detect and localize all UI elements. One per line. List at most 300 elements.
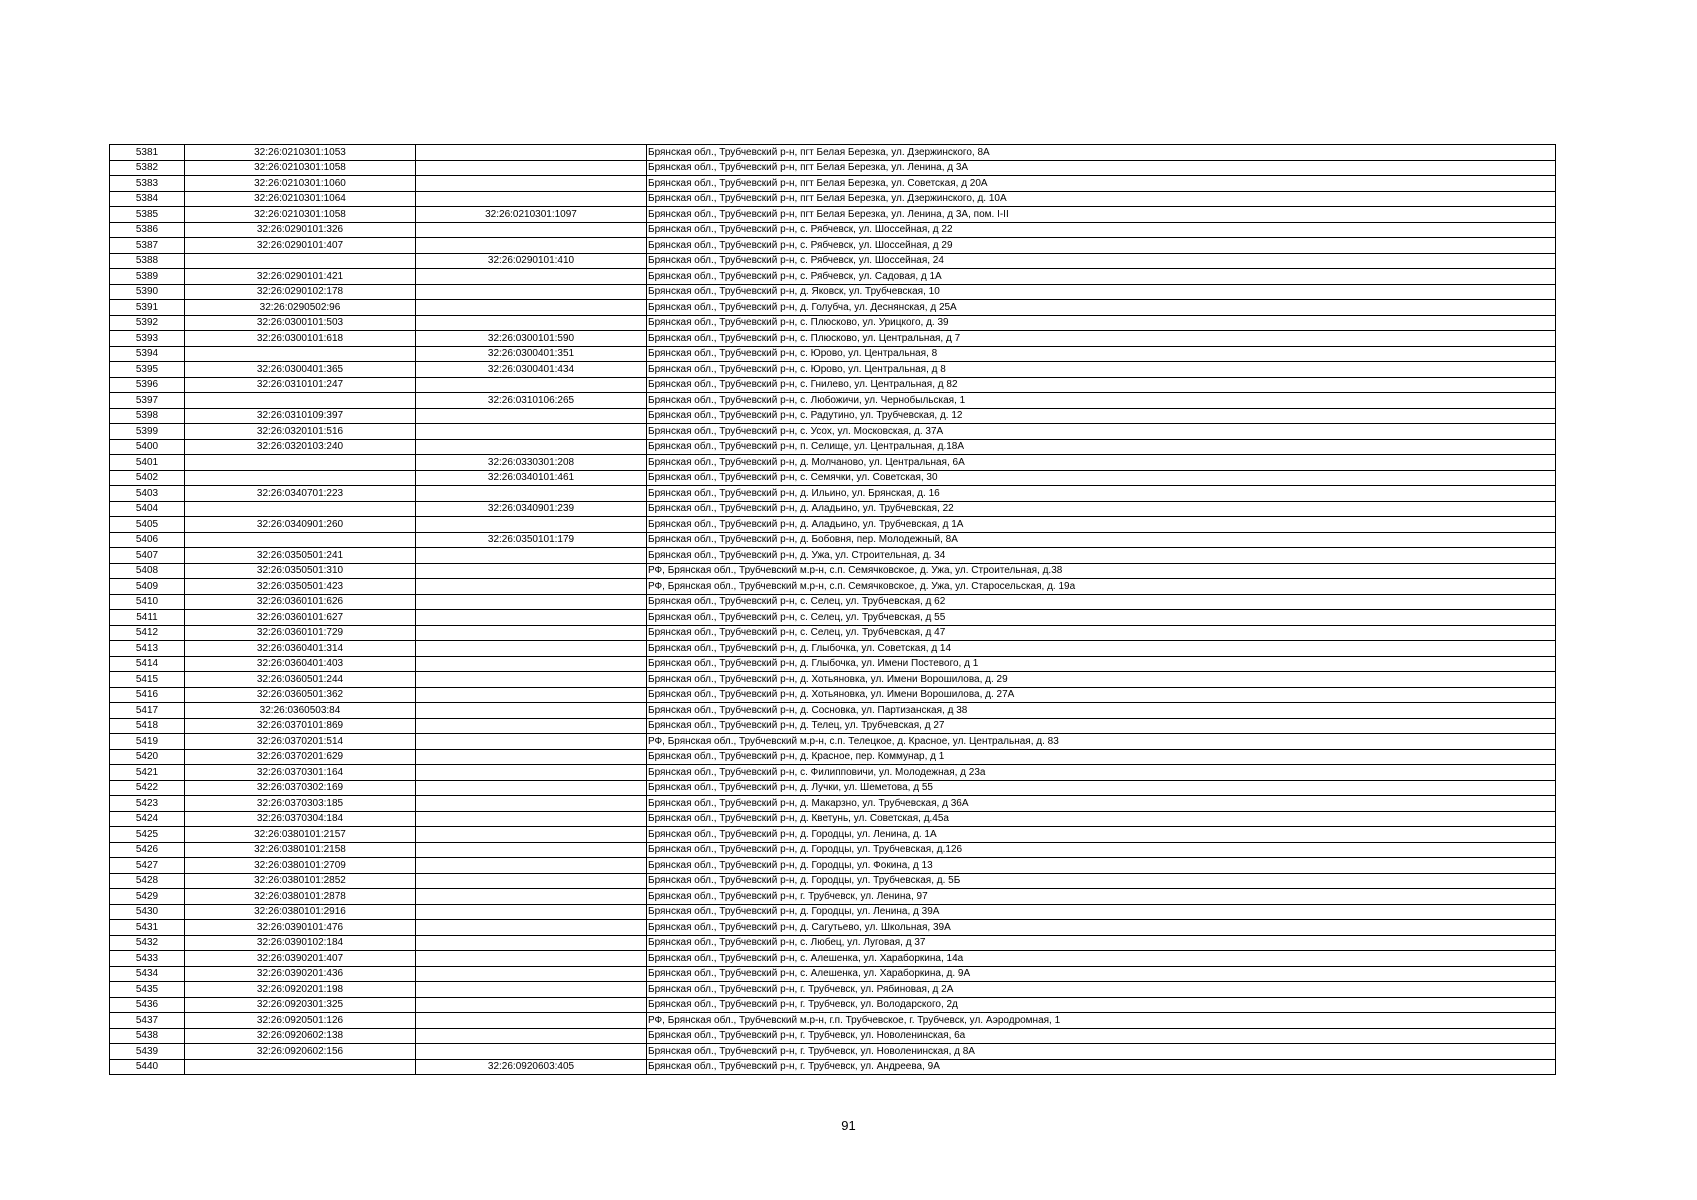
address-cell: Брянская обл., Трубчевский р-н, д. Городцы, ул. Ленина, д 39А: [647, 904, 1556, 920]
cadastral-number-cell: 32:26:0360401:403: [185, 656, 416, 672]
row-number-cell: 5429: [110, 889, 185, 905]
address-cell: Брянская обл., Трубчевский р-н, п. Селище, ул. Центральная, д.18А: [647, 439, 1556, 455]
related-cadastral-number-cell: [416, 873, 647, 889]
table-row: [110, 734, 1556, 750]
row-number-cell: 5384: [110, 191, 185, 207]
table-row: [110, 532, 1556, 548]
table-row: [110, 873, 1556, 889]
related-cadastral-number-cell: 32:26:0920603:405: [416, 1059, 647, 1075]
cadastral-number-cell: [185, 253, 416, 269]
related-cadastral-number-cell: [416, 827, 647, 843]
table-row: [110, 858, 1556, 874]
row-number-cell: 5419: [110, 734, 185, 750]
cadastral-number-cell: 32:26:0920602:156: [185, 1044, 416, 1060]
cadastral-number-cell: 32:26:0350501:310: [185, 563, 416, 579]
address-cell: Брянская обл., Трубчевский р-н, с. Рябчевск, ул. Шоссейная, д 22: [647, 222, 1556, 238]
table-row: [110, 563, 1556, 579]
row-number-cell: 5433: [110, 951, 185, 967]
related-cadastral-number-cell: [416, 718, 647, 734]
table-row: [110, 920, 1556, 936]
table-row: [110, 253, 1556, 269]
cadastral-number-cell: 32:26:0360503:84: [185, 703, 416, 719]
cadastral-number-cell: 32:26:0300401:365: [185, 362, 416, 378]
address-cell: Брянская обл., Трубчевский р-н, пгт Белая Березка, ул. Дзержинского, д. 10А: [647, 191, 1556, 207]
address-cell: Брянская обл., Трубчевский р-н, д. Глыбочка, ул. Имени Постевого, д 1: [647, 656, 1556, 672]
address-cell: Брянская обл., Трубчевский р-н, д. Яковск, ул. Трубчевская, 10: [647, 284, 1556, 300]
address-cell: РФ, Брянская обл., Трубчевский м.р-н, г.п. Трубчевское, г. Трубчевск, ул. Аэродромная, 1: [647, 1013, 1556, 1029]
address-cell: Брянская обл., Трубчевский р-н, с. Гнилево, ул. Центральная, д 82: [647, 377, 1556, 393]
cadastral-number-cell: 32:26:0310101:247: [185, 377, 416, 393]
address-cell: Брянская обл., Трубчевский р-н, с. Юрово, ул. Центральная, 8: [647, 346, 1556, 362]
address-cell: Брянская обл., Трубчевский р-н, с. Филипповичи, ул. Молодежная, д 23а: [647, 765, 1556, 781]
cadastral-number-cell: 32:26:0380101:2158: [185, 842, 416, 858]
cadastral-number-cell: 32:26:0370301:164: [185, 765, 416, 781]
table-row: [110, 1059, 1556, 1075]
row-number-cell: 5428: [110, 873, 185, 889]
related-cadastral-number-cell: [416, 780, 647, 796]
address-cell: Брянская обл., Трубчевский р-н, пгт Белая Березка, ул. Ленина, д 3А: [647, 160, 1556, 176]
cadastral-number-cell: 32:26:0390201:407: [185, 951, 416, 967]
address-cell: Брянская обл., Трубчевский р-н, с. Любожичи, ул. Чернобыльская, 1: [647, 393, 1556, 409]
row-number-cell: 5399: [110, 424, 185, 440]
cadastral-number-cell: [185, 470, 416, 486]
table-row: [110, 703, 1556, 719]
row-number-cell: 5437: [110, 1013, 185, 1029]
cadastral-number-cell: 32:26:0370302:169: [185, 780, 416, 796]
related-cadastral-number-cell: [416, 625, 647, 641]
related-cadastral-number-cell: 32:26:0330301:208: [416, 455, 647, 471]
table-row: [110, 486, 1556, 502]
cadastral-number-cell: 32:26:0320101:516: [185, 424, 416, 440]
row-number-cell: 5406: [110, 532, 185, 548]
address-cell: Брянская обл., Трубчевский р-н, д. Сосновка, ул. Партизанская, д 38: [647, 703, 1556, 719]
related-cadastral-number-cell: [416, 842, 647, 858]
cadastral-number-cell: 32:26:0920201:198: [185, 982, 416, 998]
address-cell: Брянская обл., Трубчевский р-н, д. Макарзно, ул. Трубчевская, д 36А: [647, 796, 1556, 812]
address-cell: РФ, Брянская обл., Трубчевский м.р-н, с.п. Семячковское, д. Ужа, ул. Старосельская, д. 19а: [647, 579, 1556, 595]
table-row: [110, 641, 1556, 657]
table-row: [110, 145, 1556, 161]
table-row: [110, 966, 1556, 982]
cadastral-number-cell: 32:26:0340701:223: [185, 486, 416, 502]
related-cadastral-number-cell: [416, 579, 647, 595]
row-number-cell: 5414: [110, 656, 185, 672]
row-number-cell: 5397: [110, 393, 185, 409]
related-cadastral-number-cell: [416, 486, 647, 502]
related-cadastral-number-cell: [416, 765, 647, 781]
row-number-cell: 5418: [110, 718, 185, 734]
row-number-cell: 5404: [110, 501, 185, 517]
table-row: [110, 377, 1556, 393]
address-cell: Брянская обл., Трубчевский р-н, д. Городцы, ул. Трубчевская, д.126: [647, 842, 1556, 858]
address-cell: Брянская обл., Трубчевский р-н, г. Трубчевск, ул. Ленина, 97: [647, 889, 1556, 905]
cadastral-number-cell: 32:26:0360101:729: [185, 625, 416, 641]
row-number-cell: 5387: [110, 238, 185, 254]
row-number-cell: 5409: [110, 579, 185, 595]
row-number-cell: 5421: [110, 765, 185, 781]
address-cell: Брянская обл., Трубчевский р-н, с. Любец, ул. Луговая, д 37: [647, 935, 1556, 951]
related-cadastral-number-cell: 32:26:0210301:1097: [416, 207, 647, 223]
cadastral-number-cell: 32:26:0360501:244: [185, 672, 416, 688]
table-row: [110, 827, 1556, 843]
related-cadastral-number-cell: [416, 517, 647, 533]
row-number-cell: 5411: [110, 610, 185, 626]
registry-table: [109, 144, 1556, 1075]
address-cell: Брянская обл., Трубчевский р-н, д. Голубча, ул. Деснянская, д 25А: [647, 300, 1556, 316]
table-row: [110, 207, 1556, 223]
address-cell: Брянская обл., Трубчевский р-н, д. Хотьяновка, ул. Имени Ворошилова, д. 29: [647, 672, 1556, 688]
row-number-cell: 5388: [110, 253, 185, 269]
address-cell: Брянская обл., Трубчевский р-н, с. Плюсково, ул. Центральная, д 7: [647, 331, 1556, 347]
address-cell: Брянская обл., Трубчевский р-н, с. Радутино, ул. Трубчевская, д. 12: [647, 408, 1556, 424]
related-cadastral-number-cell: 32:26:0340901:239: [416, 501, 647, 517]
address-cell: Брянская обл., Трубчевский р-н, д. Телец, ул. Трубчевская, д 27: [647, 718, 1556, 734]
row-number-cell: 5427: [110, 858, 185, 874]
cadastral-number-cell: 32:26:0310109:397: [185, 408, 416, 424]
row-number-cell: 5381: [110, 145, 185, 161]
row-number-cell: 5432: [110, 935, 185, 951]
related-cadastral-number-cell: 32:26:0310106:265: [416, 393, 647, 409]
table-row: [110, 176, 1556, 192]
cadastral-number-cell: 32:26:0350501:241: [185, 548, 416, 564]
related-cadastral-number-cell: [416, 734, 647, 750]
cadastral-number-cell: 32:26:0380101:2916: [185, 904, 416, 920]
row-number-cell: 5395: [110, 362, 185, 378]
related-cadastral-number-cell: [416, 1044, 647, 1060]
row-number-cell: 5431: [110, 920, 185, 936]
address-cell: Брянская обл., Трубчевский р-н, с. Алешенка, ул. Хараборкина, 14а: [647, 951, 1556, 967]
related-cadastral-number-cell: [416, 687, 647, 703]
table-row: [110, 439, 1556, 455]
row-number-cell: 5386: [110, 222, 185, 238]
row-number-cell: 5402: [110, 470, 185, 486]
table-row: [110, 238, 1556, 254]
related-cadastral-number-cell: 32:26:0340101:461: [416, 470, 647, 486]
address-cell: Брянская обл., Трубчевский р-н, д. Городцы, ул. Трубчевская, д. 5Б: [647, 873, 1556, 889]
related-cadastral-number-cell: [416, 889, 647, 905]
related-cadastral-number-cell: 32:26:0300401:434: [416, 362, 647, 378]
address-cell: Брянская обл., Трубчевский р-н, с. Селец, ул. Трубчевская, д 47: [647, 625, 1556, 641]
related-cadastral-number-cell: [416, 408, 647, 424]
cadastral-number-cell: 32:26:0370303:185: [185, 796, 416, 812]
table-row: [110, 362, 1556, 378]
address-cell: Брянская обл., Трубчевский р-н, с. Юрово, ул. Центральная, д 8: [647, 362, 1556, 378]
row-number-cell: 5382: [110, 160, 185, 176]
address-cell: Брянская обл., Трубчевский р-н, с. Рябчевск, ул. Шоссейная, 24: [647, 253, 1556, 269]
table-row: [110, 625, 1556, 641]
table-row: [110, 501, 1556, 517]
cadastral-number-cell: 32:26:0380101:2709: [185, 858, 416, 874]
address-cell: Брянская обл., Трубчевский р-н, с. Усох, ул. Московская, д. 37А: [647, 424, 1556, 440]
related-cadastral-number-cell: 32:26:0300101:590: [416, 331, 647, 347]
related-cadastral-number-cell: [416, 858, 647, 874]
registry-table-body: [110, 145, 1556, 1075]
related-cadastral-number-cell: [416, 703, 647, 719]
cadastral-number-cell: 32:26:0290101:326: [185, 222, 416, 238]
related-cadastral-number-cell: [416, 951, 647, 967]
cadastral-number-cell: 32:26:0290102:178: [185, 284, 416, 300]
related-cadastral-number-cell: [416, 563, 647, 579]
row-number-cell: 5389: [110, 269, 185, 285]
table-row: [110, 315, 1556, 331]
address-cell: Брянская обл., Трубчевский р-н, д. Аладьино, ул. Трубчевская, 22: [647, 501, 1556, 517]
address-cell: Брянская обл., Трубчевский р-н, д. Бобовня, пер. Молодежный, 8А: [647, 532, 1556, 548]
address-cell: Брянская обл., Трубчевский р-н, д. Городцы, ул. Ленина, д. 1А: [647, 827, 1556, 843]
address-cell: Брянская обл., Трубчевский р-н, д. Городцы, ул. Фокина, д 13: [647, 858, 1556, 874]
table-row: [110, 765, 1556, 781]
cadastral-number-cell: 32:26:0210301:1064: [185, 191, 416, 207]
cadastral-number-cell: 32:26:0920501:126: [185, 1013, 416, 1029]
row-number-cell: 5394: [110, 346, 185, 362]
cadastral-number-cell: 32:26:0210301:1058: [185, 207, 416, 223]
table-row: [110, 424, 1556, 440]
row-number-cell: 5424: [110, 811, 185, 827]
table-row: [110, 610, 1556, 626]
table-row: [110, 300, 1556, 316]
cadastral-number-cell: 32:26:0210301:1058: [185, 160, 416, 176]
related-cadastral-number-cell: [416, 811, 647, 827]
address-cell: Брянская обл., Трубчевский р-н, с. Селец, ул. Трубчевская, д 55: [647, 610, 1556, 626]
table-row: [110, 687, 1556, 703]
table-row: [110, 811, 1556, 827]
row-number-cell: 5410: [110, 594, 185, 610]
table-row: [110, 997, 1556, 1013]
related-cadastral-number-cell: [416, 594, 647, 610]
address-cell: Брянская обл., Трубчевский р-н, с. Плюсково, ул. Урицкого, д. 39: [647, 315, 1556, 331]
address-cell: Брянская обл., Трубчевский р-н, г. Трубчевск, ул. Андреева, 9А: [647, 1059, 1556, 1075]
row-number-cell: 5430: [110, 904, 185, 920]
cadastral-number-cell: 32:26:0370304:184: [185, 811, 416, 827]
row-number-cell: 5405: [110, 517, 185, 533]
row-number-cell: 5385: [110, 207, 185, 223]
address-cell: Брянская обл., Трубчевский р-н, д. Аладьино, ул. Трубчевская, д 1А: [647, 517, 1556, 533]
address-cell: Брянская обл., Трубчевский р-н, д. Молчаново, ул. Центральная, 6А: [647, 455, 1556, 471]
related-cadastral-number-cell: [416, 176, 647, 192]
address-cell: Брянская обл., Трубчевский р-н, д. Кветунь, ул. Советская, д.45а: [647, 811, 1556, 827]
cadastral-number-cell: 32:26:0370101:869: [185, 718, 416, 734]
related-cadastral-number-cell: [416, 920, 647, 936]
address-cell: Брянская обл., Трубчевский р-н, д. Ужа, ул. Строительная, д. 34: [647, 548, 1556, 564]
related-cadastral-number-cell: 32:26:0350101:179: [416, 532, 647, 548]
table-row: [110, 718, 1556, 734]
cadastral-number-cell: 32:26:0360401:314: [185, 641, 416, 657]
table-row: [110, 889, 1556, 905]
table-row: [110, 1028, 1556, 1044]
row-number-cell: 5393: [110, 331, 185, 347]
table-row: [110, 455, 1556, 471]
related-cadastral-number-cell: [416, 904, 647, 920]
cadastral-number-cell: 32:26:0380101:2878: [185, 889, 416, 905]
table-row: [110, 594, 1556, 610]
row-number-cell: 5425: [110, 827, 185, 843]
row-number-cell: 5403: [110, 486, 185, 502]
related-cadastral-number-cell: 32:26:0300401:351: [416, 346, 647, 362]
row-number-cell: 5434: [110, 966, 185, 982]
row-number-cell: 5435: [110, 982, 185, 998]
table-row: [110, 269, 1556, 285]
cadastral-number-cell: [185, 393, 416, 409]
row-number-cell: 5438: [110, 1028, 185, 1044]
cadastral-number-cell: [185, 1059, 416, 1075]
table-row: [110, 222, 1556, 238]
related-cadastral-number-cell: [416, 424, 647, 440]
cadastral-number-cell: 32:26:0390201:436: [185, 966, 416, 982]
cadastral-number-cell: 32:26:0340901:260: [185, 517, 416, 533]
cadastral-number-cell: 32:26:0920301:325: [185, 997, 416, 1013]
cadastral-number-cell: 32:26:0320103:240: [185, 439, 416, 455]
row-number-cell: 5426: [110, 842, 185, 858]
cadastral-number-cell: 32:26:0370201:514: [185, 734, 416, 750]
address-cell: Брянская обл., Трубчевский р-н, с. Селец, ул. Трубчевская, д 62: [647, 594, 1556, 610]
table-row: [110, 1013, 1556, 1029]
table-row: [110, 951, 1556, 967]
address-cell: Брянская обл., Трубчевский р-н, г. Трубчевск, ул. Рябиновая, д 2А: [647, 982, 1556, 998]
table-row: [110, 548, 1556, 564]
address-cell: Брянская обл., Трубчевский р-н, г. Трубчевск, ул. Новоленинская, д 8А: [647, 1044, 1556, 1060]
row-number-cell: 5440: [110, 1059, 185, 1075]
address-cell: Брянская обл., Трубчевский р-н, д. Красное, пер. Коммунар, д 1: [647, 749, 1556, 765]
cadastral-number-cell: 32:26:0380101:2157: [185, 827, 416, 843]
cadastral-number-cell: 32:26:0360501:362: [185, 687, 416, 703]
cadastral-number-cell: [185, 455, 416, 471]
cadastral-number-cell: 32:26:0290101:421: [185, 269, 416, 285]
row-number-cell: 5413: [110, 641, 185, 657]
row-number-cell: 5391: [110, 300, 185, 316]
address-cell: Брянская обл., Трубчевский р-н, с. Рябчевск, ул. Шоссейная, д 29: [647, 238, 1556, 254]
address-cell: Брянская обл., Трубчевский р-н, пгт Белая Березка, ул. Ленина, д 3А, пом. I-II: [647, 207, 1556, 223]
row-number-cell: 5396: [110, 377, 185, 393]
related-cadastral-number-cell: [416, 300, 647, 316]
cadastral-number-cell: 32:26:0920602:138: [185, 1028, 416, 1044]
related-cadastral-number-cell: [416, 238, 647, 254]
related-cadastral-number-cell: [416, 997, 647, 1013]
related-cadastral-number-cell: [416, 1013, 647, 1029]
page-number: 91: [841, 1118, 856, 1133]
row-number-cell: 5400: [110, 439, 185, 455]
table-row: [110, 517, 1556, 533]
table-row: [110, 284, 1556, 300]
cadastral-number-cell: [185, 346, 416, 362]
table-row: [110, 780, 1556, 796]
cadastral-number-cell: 32:26:0300101:618: [185, 331, 416, 347]
related-cadastral-number-cell: [416, 610, 647, 626]
related-cadastral-number-cell: [416, 222, 647, 238]
row-number-cell: 5390: [110, 284, 185, 300]
row-number-cell: 5436: [110, 997, 185, 1013]
address-cell: Брянская обл., Трубчевский р-н, д. Глыбочка, ул. Советская, д 14: [647, 641, 1556, 657]
table-row: [110, 672, 1556, 688]
related-cadastral-number-cell: [416, 439, 647, 455]
row-number-cell: 5422: [110, 780, 185, 796]
table-row: [110, 982, 1556, 998]
row-number-cell: 5417: [110, 703, 185, 719]
related-cadastral-number-cell: [416, 315, 647, 331]
row-number-cell: 5407: [110, 548, 185, 564]
table-row: [110, 346, 1556, 362]
table-row: [110, 904, 1556, 920]
related-cadastral-number-cell: [416, 935, 647, 951]
related-cadastral-number-cell: [416, 1028, 647, 1044]
table-row: [110, 749, 1556, 765]
related-cadastral-number-cell: [416, 269, 647, 285]
cadastral-number-cell: [185, 532, 416, 548]
cadastral-number-cell: 32:26:0370201:629: [185, 749, 416, 765]
related-cadastral-number-cell: [416, 966, 647, 982]
table-row: [110, 796, 1556, 812]
related-cadastral-number-cell: [416, 982, 647, 998]
row-number-cell: 5392: [110, 315, 185, 331]
row-number-cell: 5398: [110, 408, 185, 424]
table-row: [110, 393, 1556, 409]
address-cell: Брянская обл., Трубчевский р-н, г. Трубчевск, ул. Новоленинская, 6а: [647, 1028, 1556, 1044]
row-number-cell: 5415: [110, 672, 185, 688]
cadastral-number-cell: 32:26:0290502:96: [185, 300, 416, 316]
table-row: [110, 331, 1556, 347]
row-number-cell: 5408: [110, 563, 185, 579]
table-row: [110, 408, 1556, 424]
cadastral-number-cell: 32:26:0360101:627: [185, 610, 416, 626]
table-row: [110, 160, 1556, 176]
related-cadastral-number-cell: [416, 284, 647, 300]
related-cadastral-number-cell: [416, 377, 647, 393]
address-cell: Брянская обл., Трубчевский р-н, с. Алешенка, ул. Хараборкина, д. 9А: [647, 966, 1556, 982]
address-cell: Брянская обл., Трубчевский р-н, с. Семячки, ул. Советская, 30: [647, 470, 1556, 486]
related-cadastral-number-cell: [416, 191, 647, 207]
table-row: [110, 470, 1556, 486]
address-cell: Брянская обл., Трубчевский р-н, с. Рябчевск, ул. Садовая, д 1А: [647, 269, 1556, 285]
related-cadastral-number-cell: [416, 672, 647, 688]
table-row: [110, 842, 1556, 858]
row-number-cell: 5416: [110, 687, 185, 703]
cadastral-number-cell: 32:26:0390101:476: [185, 920, 416, 936]
related-cadastral-number-cell: [416, 160, 647, 176]
address-cell: Брянская обл., Трубчевский р-н, пгт Белая Березка, ул. Дзержинского, 8А: [647, 145, 1556, 161]
cadastral-number-cell: 32:26:0390102:184: [185, 935, 416, 951]
row-number-cell: 5439: [110, 1044, 185, 1060]
row-number-cell: 5423: [110, 796, 185, 812]
table-row: [110, 1044, 1556, 1060]
cadastral-number-cell: 32:26:0380101:2852: [185, 873, 416, 889]
address-cell: Брянская обл., Трубчевский р-н, г. Трубчевск, ул. Володарского, 2д: [647, 997, 1556, 1013]
cadastral-number-cell: 32:26:0210301:1060: [185, 176, 416, 192]
row-number-cell: 5412: [110, 625, 185, 641]
address-cell: Брянская обл., Трубчевский р-н, д. Ильино, ул. Брянская, д. 16: [647, 486, 1556, 502]
cadastral-number-cell: 32:26:0290101:407: [185, 238, 416, 254]
cadastral-number-cell: 32:26:0210301:1053: [185, 145, 416, 161]
related-cadastral-number-cell: [416, 749, 647, 765]
address-cell: РФ, Брянская обл., Трубчевский м.р-н, с.п. Телецкое, д. Красное, ул. Центральная, д. 83: [647, 734, 1556, 750]
related-cadastral-number-cell: [416, 796, 647, 812]
address-cell: РФ, Брянская обл., Трубчевский м.р-н, с.п. Семячковское, д. Ужа, ул. Строительная, д.38: [647, 563, 1556, 579]
table-row: [110, 579, 1556, 595]
cadastral-number-cell: 32:26:0350501:423: [185, 579, 416, 595]
table-row: [110, 656, 1556, 672]
cadastral-number-cell: 32:26:0360101:626: [185, 594, 416, 610]
row-number-cell: 5401: [110, 455, 185, 471]
cadastral-number-cell: 32:26:0300101:503: [185, 315, 416, 331]
row-number-cell: 5420: [110, 749, 185, 765]
related-cadastral-number-cell: [416, 145, 647, 161]
address-cell: Брянская обл., Трубчевский р-н, д. Хотьяновка, ул. Имени Ворошилова, д. 27А: [647, 687, 1556, 703]
related-cadastral-number-cell: [416, 656, 647, 672]
cadastral-number-cell: [185, 501, 416, 517]
related-cadastral-number-cell: [416, 548, 647, 564]
row-number-cell: 5383: [110, 176, 185, 192]
related-cadastral-number-cell: [416, 641, 647, 657]
table-row: [110, 191, 1556, 207]
table-row: [110, 935, 1556, 951]
address-cell: Брянская обл., Трубчевский р-н, д. Лучки, ул. Шеметова, д 55: [647, 780, 1556, 796]
